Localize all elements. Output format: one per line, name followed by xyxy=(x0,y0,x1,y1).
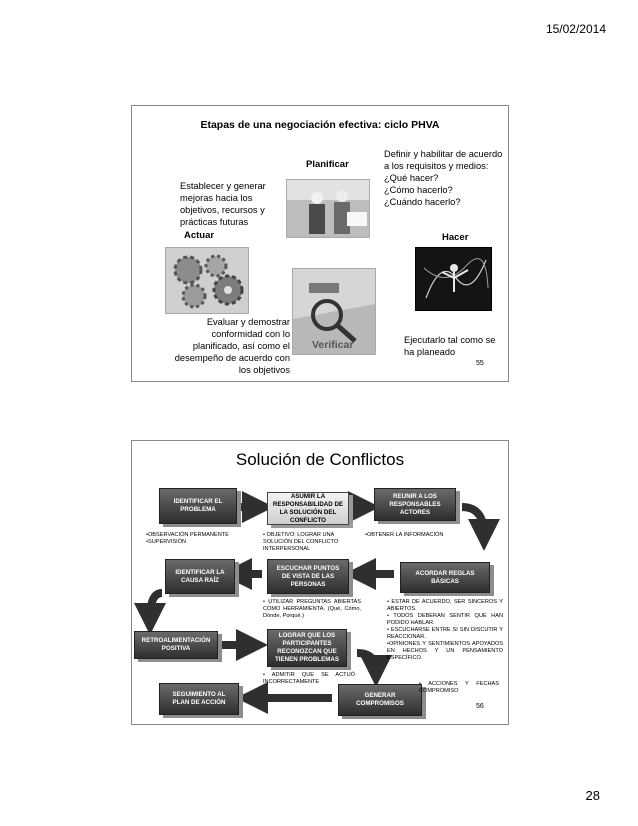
slide2-title: Solución de Conflictos xyxy=(235,450,405,469)
planificar-label: Planificar xyxy=(306,159,349,170)
bullet-acuerdo: • ESTAR DE ACUERDO, SER SINCEROS Y ABIERTOS. xyxy=(387,599,503,612)
slide1-number: 55 xyxy=(476,360,484,367)
box-escuchar-puntos: ESCUCHAR PUNTOS DE VISTA DE LAS PERSONAS xyxy=(267,559,349,594)
box-identificar-problema: IDENTIFICAR EL PROBLEMA xyxy=(159,488,237,524)
hacer-photo xyxy=(415,247,492,311)
slide1-title: Etapas de una negociación efectiva: ciclo PHVA xyxy=(200,119,440,131)
verificar-label: Verificar xyxy=(312,339,354,351)
dancer-image xyxy=(416,248,491,310)
bullet-obtener-informacion: •OBTENER LA INFORMACIÓN xyxy=(365,532,444,538)
verificar-text: Evaluar y demostrar conformidad con lo planificado, así como el desempeño de acuerdo con los objetivos xyxy=(174,317,290,375)
slide-solucion-conflictos xyxy=(131,440,509,725)
slide2-number: 56 xyxy=(476,703,484,710)
bullet-admitir: • ADMITIR QUE SE ACTUÓ INCORRECTAMENTE xyxy=(263,672,355,685)
box-lograr-reconozcan: LOGRAR QUE LOS PARTICIPANTES RECONOZCAN QUE TIENEN PROBLEMAS xyxy=(267,629,347,667)
bullet-escucharse: • ESCUCHARSE ENTRE SI SIN DISCUTIR Y REACCIONAR. xyxy=(387,627,503,640)
box-generar-compromisos: GENERAR COMPROMISOS xyxy=(338,684,422,716)
box-reunir-responsables: REUNIR A LOS RESPONSABLES ACTORES xyxy=(374,488,456,521)
box-asumir-responsabilidad: ASUMIR LA RESPONSABILIDAD DE LA SOLUCIÓN DEL CONFLICTO xyxy=(267,492,349,525)
box-seguimiento: SEGUIMIENTO AL PLAN DE ACCIÓN xyxy=(159,683,239,715)
slide-phva xyxy=(131,105,509,382)
planificar-text: Definir y habilitar de acuerdo a los requisitos y medios: ¿Qué hacer? ¿Cómo hacerlo? ¿Cuándo hacerlo? xyxy=(384,149,503,207)
box-retroalimentacion: RETROALIMENTACIÓN POSITIVA xyxy=(134,631,218,659)
bullet-observacion: •OBSERVACIÓN PERMANENTE xyxy=(146,532,229,538)
hacer-text: Ejecutarlo tal como se ha planeado xyxy=(404,335,496,357)
gears-image xyxy=(166,248,248,313)
bullet-acciones-fechas: • ACCIONES Y FECHAS COMPROMISO xyxy=(419,681,499,694)
bullet-supervision: •SUPERVISIÓN xyxy=(146,539,187,545)
page-number: 28 xyxy=(585,788,600,803)
arrow-8 xyxy=(357,653,376,671)
actuar-text: Establecer y generar mejoras hacia los objetivos, recursos y prácticas futuras xyxy=(180,181,266,227)
arrow-3 xyxy=(462,507,484,535)
planning-photo xyxy=(286,179,370,238)
engineers-image xyxy=(287,180,369,237)
bullet-hablar: • TODOS DEBERAN SENTIR QUE HAN PODIDO HABLAR. xyxy=(387,613,503,626)
box-acordar-reglas: ACORDAR REGLAS BÁSICAS xyxy=(400,562,490,593)
bullets-observacion xyxy=(146,532,256,546)
hacer-label: Hacer xyxy=(442,232,469,243)
gears-photo xyxy=(165,247,249,314)
box-identificar-causa: IDENTIFICAR LA CAUSA RAÍZ xyxy=(165,559,235,594)
header-date: 15/02/2014 xyxy=(545,22,606,36)
bullet-objetivo: • OBJETIVO: LOGRAR UNA SOLUCIÓN DEL CONFLICTO INTERPERSONAL xyxy=(263,532,339,552)
bullet-utilizar-preguntas: • UTILIZAR PREGUNTAS ABIERTAS COMO HERRAMIENTA. (Qué, Cómo, Dónde, Porqué.) xyxy=(263,599,361,619)
bullet-opiniones: •OPINIONES Y SENTIMIENTOS APOYADOS EN HECHOS Y UN PENSAMIENTO ESPECÍFICO. xyxy=(387,641,503,661)
actuar-label: Actuar xyxy=(184,230,215,241)
arrow-6 xyxy=(150,593,162,619)
bullets-reglas xyxy=(387,599,503,662)
